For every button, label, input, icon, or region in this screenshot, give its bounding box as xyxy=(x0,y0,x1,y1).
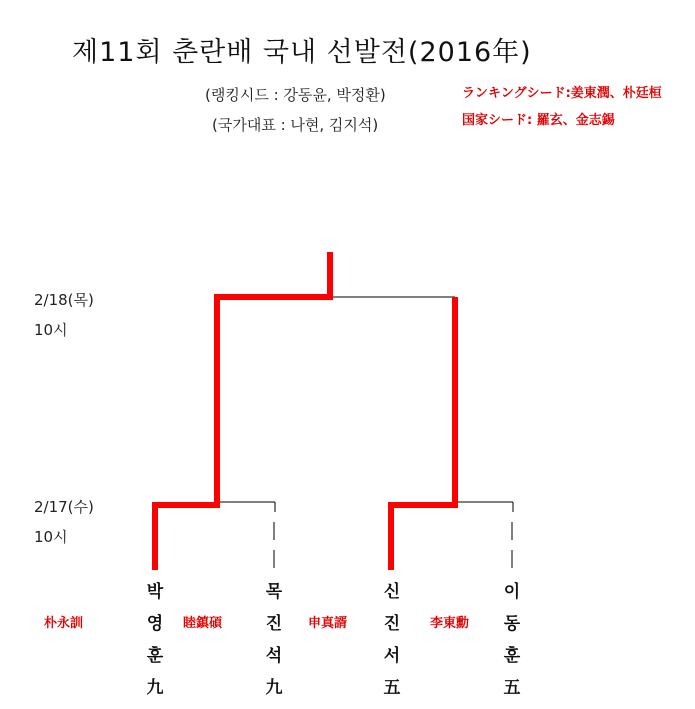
player-3 xyxy=(380,576,404,704)
page-title: 제11회 춘란배 국내 선발전(2016年) xyxy=(72,37,532,68)
player-2 xyxy=(262,576,286,704)
player-2-char-3: 석 xyxy=(265,646,283,666)
player-3-rank: 五 xyxy=(383,678,401,698)
winner-path-right xyxy=(391,297,455,570)
player-1-char-1: 박 xyxy=(146,582,164,602)
hanja-name-3: 申真諝 xyxy=(308,616,348,631)
final-round-date: 2/18(목) xyxy=(34,291,94,309)
hanja-name-1: 朴永訓 xyxy=(44,616,84,631)
player-4-char-3: 훈 xyxy=(503,646,521,666)
player-1-rank: 九 xyxy=(146,678,164,698)
winner-path-left xyxy=(155,252,330,570)
player-4-rank: 五 xyxy=(503,678,521,698)
player-2-char-2: 진 xyxy=(265,614,283,634)
hanja-name-4: 李東勳 xyxy=(430,616,470,631)
player-4-char-1: 이 xyxy=(503,582,521,602)
hanja-name-2: 睦鎮碩 xyxy=(183,616,223,631)
player-1-char-2: 영 xyxy=(146,614,164,634)
first-round-date: 2/17(수) xyxy=(34,498,94,516)
player-1-char-3: 훈 xyxy=(146,646,164,666)
player-2-char-1: 목 xyxy=(265,582,283,602)
player-4 xyxy=(500,576,524,704)
player-3-char-3: 서 xyxy=(383,646,401,666)
player-1 xyxy=(143,576,167,704)
ranking-seed-japanese: ランキングシード:姜東潤、朴廷桓 xyxy=(462,86,662,101)
player-2-rank: 九 xyxy=(265,678,283,698)
final-round-time: 10시 xyxy=(34,321,68,339)
ranking-seed-korean: (랭킹시드 : 강동윤, 박정환) xyxy=(205,86,386,104)
national-seed-japanese: 国家シード: 羅玄、金志錫 xyxy=(462,113,615,128)
player-3-char-1: 신 xyxy=(383,582,401,602)
player-3-char-2: 진 xyxy=(383,614,401,634)
first-round-time: 10시 xyxy=(34,528,68,546)
national-seed-korean: (국가대표 : 나현, 김지석) xyxy=(212,116,379,134)
player-4-char-2: 동 xyxy=(503,614,521,634)
